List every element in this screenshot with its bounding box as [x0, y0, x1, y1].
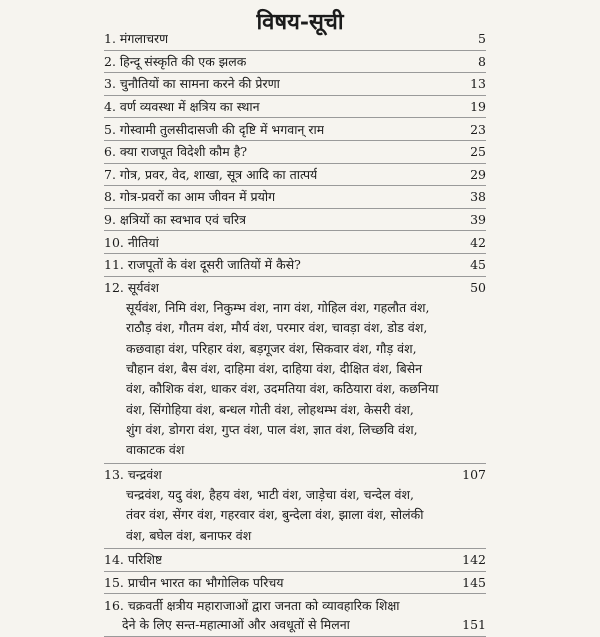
entry-label-cont: देने के लिए सन्त-महात्माओं और अवधूतों से मिलना	[122, 617, 350, 633]
entry-page: 50	[470, 279, 486, 295]
toc-entry-14	[104, 549, 486, 572]
entry-label: 2. हिन्दू संस्कृति की एक झलक	[104, 53, 247, 69]
toc-entry-2	[104, 51, 486, 74]
entry-label: 12. सूर्यवंश	[104, 279, 160, 295]
entry-label: 13. चन्द्रवंश	[104, 466, 162, 482]
entry-page: 151	[462, 617, 486, 633]
sub-line: तंवर वंश, सेंगर वंश, गहरवार वंश, बुन्देला वंश, झाला वंश, सोलंकी	[126, 507, 424, 523]
entry-label: 14. परिशिष्ट	[104, 552, 163, 568]
surya-vansh-list	[104, 298, 486, 463]
toc-entry-12	[104, 277, 486, 299]
entry-label: 4. वर्ण व्यवस्था में क्षत्रिय का स्थान	[104, 99, 260, 115]
chandra-vansh-list	[104, 485, 486, 549]
toc-entry-5	[104, 118, 486, 141]
entry-page: 38	[470, 189, 486, 205]
toc-entry-13	[104, 464, 486, 486]
sub-line: वाकाटक वंश	[126, 442, 185, 458]
entry-page: 23	[470, 121, 486, 137]
toc-entry-16	[104, 594, 486, 637]
toc-entry-7	[104, 164, 486, 187]
entry-page: 25	[470, 144, 486, 160]
entry-label: 3. चुनौतियों का सामना करने की प्रेरणा	[104, 76, 280, 92]
sub-line: वंश, सिंगोहिया वंश, बन्धल गोती वंश, लोहथम्भ वंश, केसरी वंश,	[126, 401, 414, 417]
entry-label: 7. गोत्र, प्रवर, वेद, शाखा, सूत्र आदि का तात्पर्य	[104, 166, 318, 182]
entry-page: 29	[470, 166, 486, 182]
toc-entry-4	[104, 96, 486, 119]
entry-label: 16. चक्रवर्ती क्षत्रीय महाराजाओं द्वारा जनता को व्यावहारिक शिक्षा	[104, 598, 400, 614]
entry-page: 45	[470, 257, 486, 273]
toc-entry-15	[104, 572, 486, 595]
sub-line: कछवाहा वंश, परिहार वंश, बड़गूजर वंश, सिकवार वंश, गौड़ वंश,	[126, 340, 417, 356]
entry-label: 5. गोस्वामी तुलसीदासजी की दृष्टि में भगवान् राम	[104, 121, 325, 137]
sub-line: शुंग वंश, डोगरा वंश, गुप्त वंश, पाल वंश, ज्ञात वंश, लिच्छवि वंश,	[126, 421, 418, 437]
toc-entry-6	[104, 141, 486, 164]
entry-label: 9. क्षत्रियों का स्वभाव एवं चरित्र	[104, 212, 247, 228]
entry-label: 11. राजपूतों के वंश दूसरी जातियों में कैसे?	[104, 257, 301, 273]
sub-line: वंश, कौशिक वंश, धाकर वंश, उदमतिया वंश, कठियारा वंश, कछनिया	[126, 381, 439, 397]
entry-page: 42	[470, 234, 486, 250]
toc-entry-8	[104, 186, 486, 209]
entry-label: 15. प्राचीन भारत का भौगोलिक परिचय	[104, 574, 284, 590]
entry-page: 145	[462, 574, 486, 590]
sub-line: चन्द्रवंश, यदु वंश, हैहय वंश, भाटी वंश, जाड़ेचा वंश, चन्देल वंश,	[126, 487, 414, 503]
toc-entry-11	[104, 254, 486, 277]
entry-label: 6. क्या राजपूत विदेशी कौम है?	[104, 144, 248, 160]
entry-page: 107	[462, 466, 486, 482]
entry-page: 13	[470, 76, 486, 92]
toc-entry-9	[104, 209, 486, 232]
table-of-contents	[104, 28, 486, 637]
sub-line: चौहान वंश, बैस वंश, दाहिमा वंश, दाहिया वंश, दीक्षित वंश, बिसेन	[126, 361, 423, 377]
toc-entry-1	[104, 28, 486, 51]
toc-entry-10	[104, 231, 486, 254]
entry-page: 19	[470, 99, 486, 115]
entry-page: 39	[470, 212, 486, 228]
toc-entry-3	[104, 73, 486, 96]
entry-page: 5	[478, 31, 486, 47]
entry-label: 10. नीतियां	[104, 234, 159, 250]
entry-page: 142	[462, 552, 486, 568]
sub-line: वंश, बघेल वंश, बनाफर वंश	[126, 527, 252, 543]
entry-page: 8	[478, 53, 486, 69]
sub-line: राठौड़ वंश, गौतम वंश, मौर्य वंश, परमार वंश, चावड़ा वंश, डोड वंश,	[126, 320, 428, 336]
sub-line: सूर्यवंश, निमि वंश, निकुम्भ वंश, नाग वंश, गोहिल वंश, गहलौत वंश,	[126, 300, 430, 316]
entry-label: 8. गोत्र-प्रवरों का आम जीवन में प्रयोग	[104, 189, 276, 205]
page-title: विषय-सूची	[256, 9, 344, 35]
entry-label: 1. मंगलाचरण	[104, 31, 169, 47]
